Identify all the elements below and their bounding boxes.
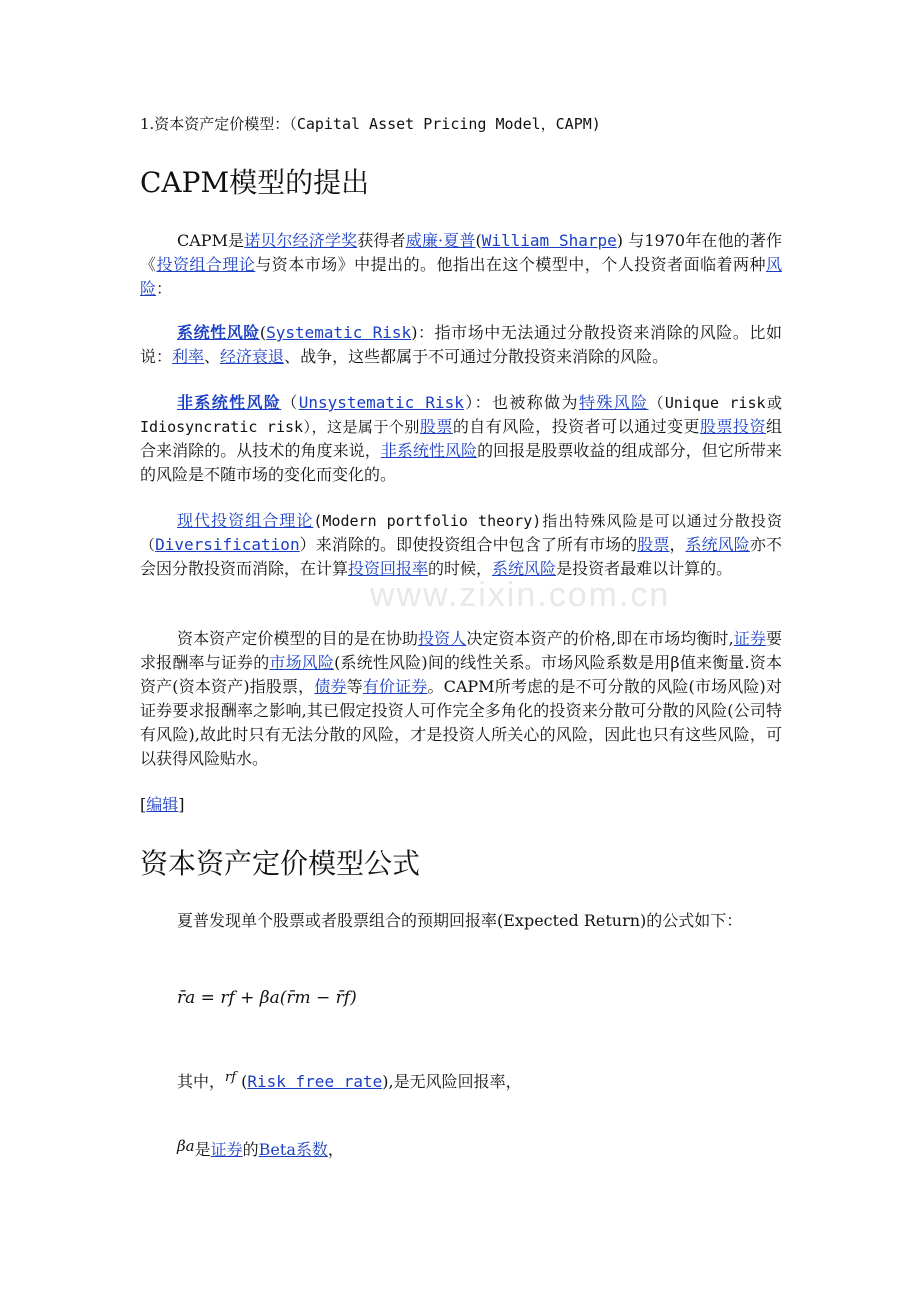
text: (系统性风险)间的线性关系。市场风险系数是用β值来衡量.资本资产(资本资产)指股票，	[140, 653, 782, 696]
text: 的时候，	[428, 559, 493, 578]
text: 要求报酬率与证券的	[140, 629, 782, 672]
edit-link[interactable]: 编辑	[146, 795, 179, 814]
text: 等	[346, 677, 363, 696]
text: 、	[204, 347, 221, 366]
link-bond[interactable]: 债券	[314, 677, 347, 696]
text: ：	[156, 279, 173, 298]
text: 资本资产定价模型的目的是在协助	[177, 629, 419, 648]
intro-line	[140, 113, 601, 134]
paragraph-4	[140, 509, 782, 581]
text: ）：也被称做为	[463, 393, 579, 412]
link-systematic-risk-cn[interactable]: 系统性风险	[177, 323, 260, 342]
link-william-sharpe-cn[interactable]: 威廉·夏普	[405, 231, 476, 250]
link-systematic-risk-3[interactable]: 系统风险	[492, 559, 557, 578]
paragraph-5	[140, 627, 782, 771]
paragraph-3	[140, 391, 782, 487]
text: 的自有风险，投资者可以通过变更	[452, 417, 701, 436]
link-securities[interactable]: 有价证券	[362, 677, 428, 696]
paragraph-6	[140, 909, 782, 933]
watermark: www.zixin.com.cn	[370, 576, 671, 614]
text: （	[281, 393, 299, 412]
link-unsystematic-risk-cn[interactable]: 非系统性风险	[177, 393, 282, 412]
text: 是	[194, 1140, 211, 1159]
heading-formula: 资本资产定价模型公式	[140, 847, 421, 880]
text: ),是无风险回报率，	[382, 1072, 522, 1091]
text: 是投资者最难以计算的。	[556, 559, 733, 578]
text: 、战争，这些都属于不可通过分散投资来消除的风险。	[284, 347, 669, 366]
link-market-risk[interactable]: 市场风险	[269, 653, 335, 672]
paragraph-8	[140, 1134, 782, 1162]
text: ，	[669, 535, 686, 554]
intro-prefix: 1.资本资产定价模型：	[140, 115, 290, 133]
link-diversification[interactable]: Diversification	[155, 535, 300, 554]
text: （Unique risk或Idiosyncratic risk），这是属于个别	[140, 394, 782, 436]
paragraph-2	[140, 321, 782, 369]
beta-symbol: βa	[177, 1137, 195, 1155]
intro-english: （Capital Asset Pricing Model，CAPM)	[289, 115, 601, 133]
paragraph-1	[140, 229, 782, 301]
text: (	[475, 231, 482, 250]
link-stock[interactable]: 股票	[419, 417, 453, 436]
link-william-sharpe[interactable]: William Sharpe	[481, 231, 617, 250]
link-systematic-risk[interactable]: Systematic Risk	[266, 323, 412, 342]
link-security[interactable]: 证券	[733, 629, 766, 648]
text: CAPM是	[177, 231, 245, 250]
edit-section	[140, 793, 782, 817]
text: 的	[242, 1140, 259, 1159]
link-risk-free-rate[interactable]: Risk free rate	[247, 1072, 383, 1091]
heading-capm: CAPM模型的提出	[140, 166, 370, 199]
link-beta-coefficient[interactable]: Beta系数	[258, 1140, 328, 1159]
link-special-risk[interactable]: 特殊风险	[578, 393, 649, 412]
bracket-open: [	[140, 795, 147, 814]
text: (	[236, 1072, 248, 1091]
text: 组合来消除的。从技术的角度来说，	[140, 417, 782, 460]
text: ，	[327, 1140, 344, 1159]
link-risk[interactable]: 风险	[140, 255, 782, 298]
link-roi[interactable]: 投资回报率	[348, 559, 429, 578]
text: 其中，	[177, 1072, 226, 1091]
link-investor[interactable]: 投资人	[418, 629, 467, 648]
link-stock-2[interactable]: 股票	[637, 535, 670, 554]
text: ）来消除的。即使投资组合中包含了所有市场的	[299, 535, 638, 554]
paragraph-7	[140, 1066, 782, 1094]
text: )：指市场中无法通过分散投资来消除的风险。比如说：	[140, 323, 782, 366]
link-interest-rate[interactable]: 利率	[172, 347, 205, 366]
bracket-close: ]	[178, 795, 185, 814]
text: (Modern portfolio theory)指出特殊风险是可以通过分散投资（	[140, 512, 782, 554]
link-nobel-prize[interactable]: 诺贝尔经济学奖	[244, 231, 358, 250]
link-portfolio-theory[interactable]: 投资组合理论	[156, 255, 256, 274]
text: ) 与1970年在他的著作《	[140, 231, 782, 274]
link-unsystematic-risk-2[interactable]: 非系统性风险	[380, 441, 478, 460]
link-security-2[interactable]: 证券	[210, 1140, 243, 1159]
text: 获得者	[357, 231, 406, 250]
link-modern-portfolio-theory[interactable]: 现代投资组合理论	[177, 511, 314, 530]
capm-formula: r̄a = rf + βa(r̄m − r̄f)	[177, 988, 357, 1008]
text: 与资本市场》中提出的。他指出在这个模型中，个人投资者面临着两种	[255, 255, 766, 274]
text: 的回报是股票收益的组成部分，但它所带来的风险是不随市场的变化而变化的。	[140, 441, 782, 484]
link-recession[interactable]: 经济衰退	[220, 347, 285, 366]
text: 决定资本资产的价格,即在市场均衡时,	[466, 629, 734, 648]
text: 亦不会因分散投资而消除，在计算	[140, 535, 782, 578]
link-systematic-risk-2[interactable]: 系统风险	[685, 535, 750, 554]
link-unsystematic-risk[interactable]: Unsystematic Risk	[298, 393, 464, 412]
expected-return-text: 夏普发现单个股票或者股票组合的预期回报率(Expected Return)的公式如下：	[177, 911, 743, 930]
link-stock-investment[interactable]: 股票投资	[700, 417, 766, 436]
text: 。CAPM所考虑的是不可分散的风险(市场风险)对证券要求报酬率之影响,其已假定投资人可作完全多角化的投资来分散可分散的风险(公司特有风险),故此时只有无法分散的风险，才是投资人所关心的风险，因此也只有这些风险，可以获得风险贴水。	[140, 677, 782, 768]
text: (	[259, 323, 267, 342]
rf-symbol: rf	[225, 1070, 237, 1085]
